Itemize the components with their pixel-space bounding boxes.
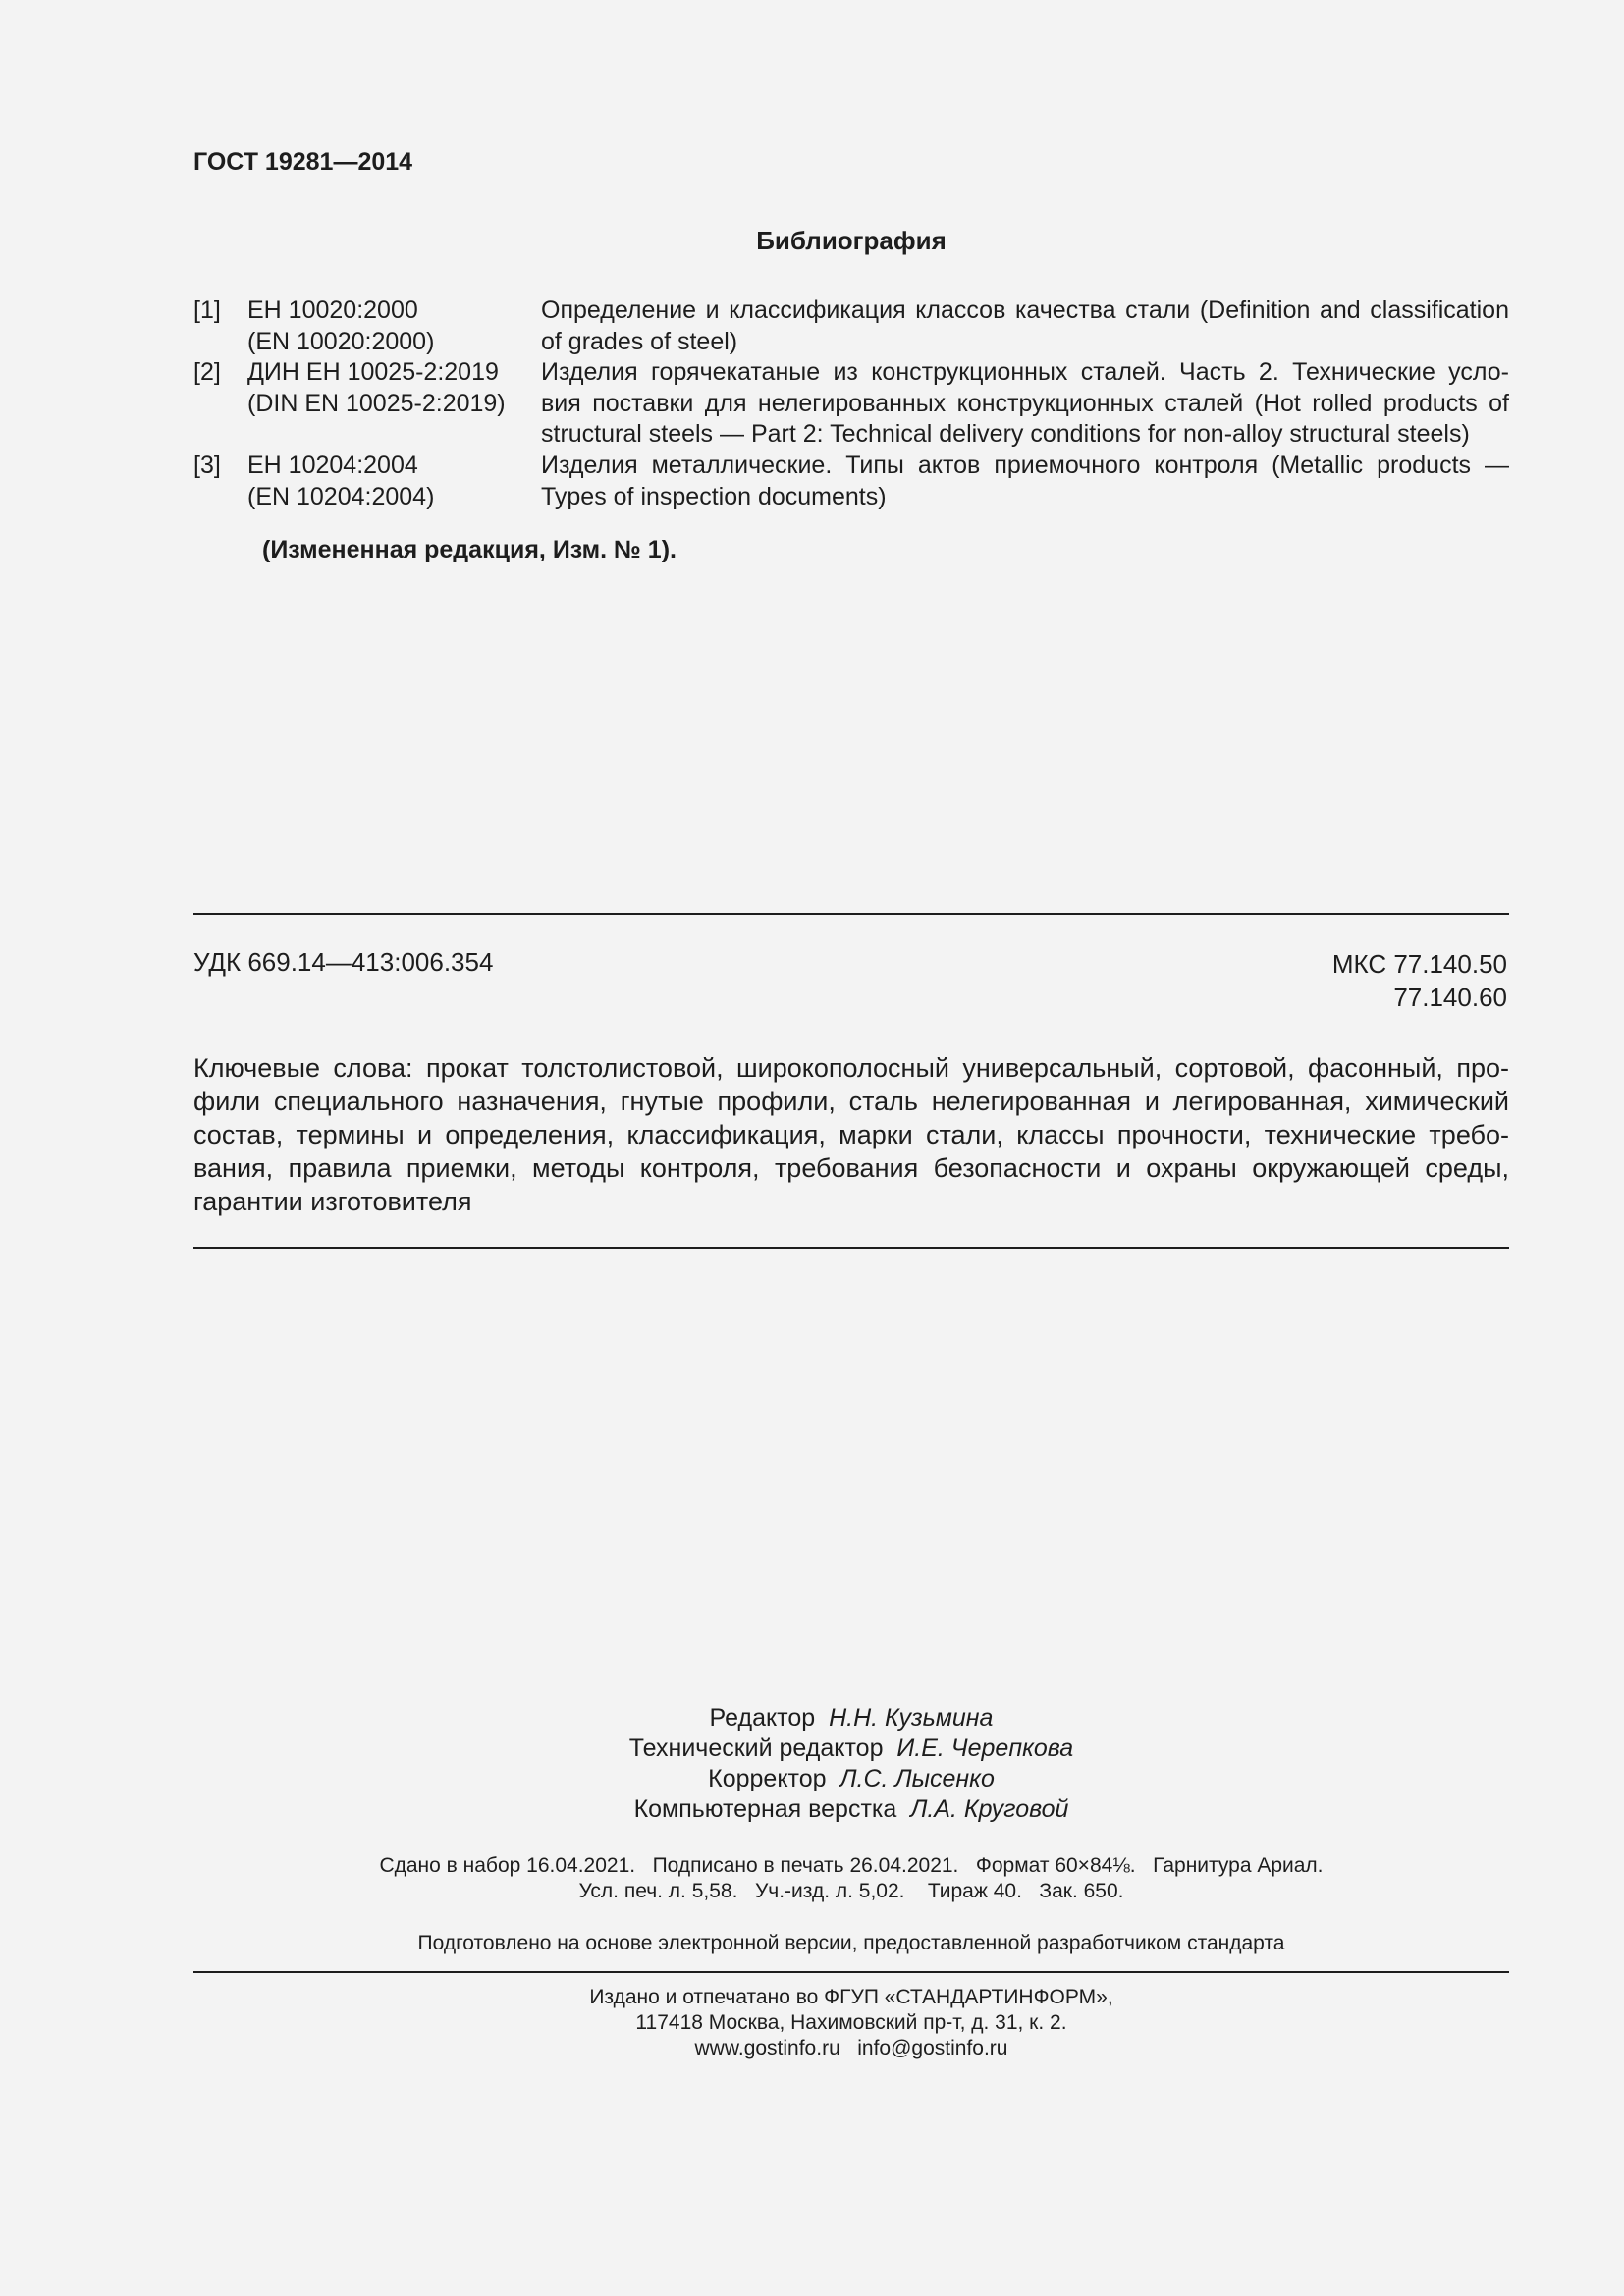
prepared-note: Подготовлено на основе электронной версии, предоставленной разработчиком стандарта [417, 1932, 1285, 1954]
reference-code-en: (EN 10204:2004) [247, 482, 435, 510]
mks-code-1: МКС 77.140.50 [1331, 949, 1507, 979]
reference-code-en: (EN 10020:2000) [247, 327, 435, 355]
keywords-block [193, 1051, 1509, 1218]
reference-description-line: Изделия горячекатаные из конструкционных сталей. Часть 2. Технические усло- [541, 358, 1509, 386]
reference-number: [1] [193, 296, 221, 324]
print-info-line: Усл. печ. л. 5,58. Уч.-изд. л. 5,02. Тираж 40. Зак. 650. [578, 1880, 1124, 1902]
reference-code-ru: ЕН 10204:2004 [247, 452, 418, 479]
amendment-note: (Измененная редакция, Изм. № 1). [262, 536, 677, 563]
credit-name: Л.С. Лысенко [839, 1765, 995, 1792]
reference-code-ru: ЕН 10020:2000 [247, 296, 418, 324]
credits-block [0, 1703, 1624, 1825]
reference-description-line: of grades of steel) [541, 327, 738, 355]
credit-label: Редактор [709, 1704, 816, 1732]
bibliography-title: Библиография [756, 226, 947, 255]
print-info [0, 1853, 1624, 1904]
reference-description-line: Types of inspection documents) [541, 482, 887, 510]
divider-bottom [193, 1971, 1509, 1973]
credit-tech-editor [0, 1734, 1624, 1764]
reference-number: [3] [193, 452, 221, 479]
udk-code: УДК 669.14—413:006.354 [193, 947, 494, 977]
reference-number: [2] [193, 358, 221, 386]
credit-name: Л.А. Круговой [910, 1795, 1069, 1823]
publisher-contacts: www.gostinfo.ru info@gostinfo.ru [694, 2037, 1008, 2059]
reference-code-en: (DIN EN 10025-2:2019) [247, 389, 506, 417]
reference-description [541, 451, 1509, 512]
keywords-line: Ключевые слова: прокат толстолистовой, широкополосный универсальный, сортовой, фасонный, про- [193, 1053, 1509, 1083]
keywords-line: фили специального назначения, гнутые профили, сталь нелегированная и легированная, химический [193, 1087, 1509, 1116]
credit-editor [0, 1703, 1624, 1734]
reference-description-line: Определение и классификация классов качества стали (Definition and classification [541, 296, 1509, 324]
reference-description-line: вия поставки для нелегированных конструкционных сталей (Hot rolled products of [541, 389, 1509, 417]
reference-code [247, 451, 434, 512]
credit-name: И.Е. Черепкова [896, 1735, 1074, 1762]
keywords-line: гарантии изготовителя [193, 1187, 472, 1216]
publisher-info [0, 1985, 1624, 2061]
keywords-line: вания, правила приемки, методы контроля, требования безопасности и охраны окружающей среды, [193, 1153, 1509, 1183]
reference-code [247, 357, 506, 419]
credit-label: Технический редактор [628, 1735, 884, 1762]
credit-label: Компьютерная верстка [633, 1795, 897, 1823]
credit-label: Корректор [708, 1765, 827, 1792]
divider-middle [193, 1247, 1509, 1249]
credit-corrector [0, 1764, 1624, 1794]
reference-code [247, 295, 434, 357]
mks-codes [1332, 947, 1507, 1014]
keywords-line: состав, термины и определения, классификация, марки стали, классы прочности, технические требо- [193, 1120, 1509, 1149]
reference-description-line: Изделия металлические. Типы актов приемочного контроля (Metallic products — [541, 452, 1509, 479]
divider-top [193, 913, 1509, 915]
credit-layout [0, 1794, 1624, 1825]
publisher-line: Издано и отпечатано во ФГУП «СТАНДАРТИНФОРМ», [589, 1986, 1113, 2008]
reference-description [541, 357, 1509, 451]
publisher-line: 117418 Москва, Нахимовский пр-т, д. 31, к. 2. [635, 2011, 1067, 2034]
print-info-line: Сдано в набор 16.04.2021. Подписано в печать 26.04.2021. Формат 60×84⅛. Гарнитура Ариал. [379, 1854, 1324, 1877]
reference-description [541, 295, 1509, 357]
reference-code-ru: ДИН ЕН 10025-2:2019 [247, 358, 499, 386]
mks-code-2: 77.140.60 [1393, 983, 1507, 1012]
reference-description-line: structural steels — Part 2: Technical delivery conditions for non-alloy structural steels) [541, 420, 1470, 448]
credit-name: Н.Н. Кузьмина [829, 1704, 994, 1732]
document-number: ГОСТ 19281—2014 [193, 148, 413, 176]
